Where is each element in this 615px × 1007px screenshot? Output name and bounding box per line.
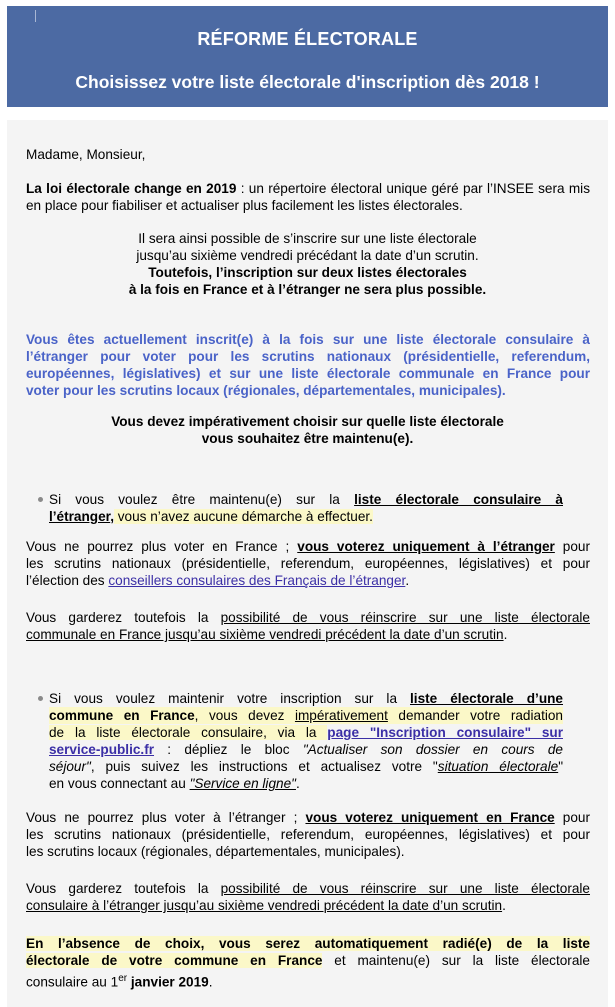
communale-vote-line-2: les scrutins nationaux (présidentielle, referendum, européennes, législatives) et pour — [26, 827, 590, 842]
bloc-name-italic: "Actualiser son dossier en cours de — [302, 742, 563, 757]
vote-text: Vous ne pourrez plus voter à l’étranger ; — [26, 810, 306, 825]
liste-communale-bold: liste électorale d’une — [410, 691, 563, 706]
blue-notice-line-4: voter pour les scrutins locaux (régionales, départementales, municipales). — [26, 383, 506, 398]
communale-bullet-line-6 — [49, 775, 563, 792]
communale-vote-line-1 — [26, 809, 590, 826]
final-text-1: En l’absence de choix, vous serez automatiquement radié(e) de la liste — [26, 936, 590, 951]
period: . — [405, 573, 410, 588]
vote-text-3: l’élection des — [26, 573, 109, 588]
consulaire-vote-line-1 — [26, 538, 590, 555]
consulaire-vote-line-2: les scrutins nationaux (présidentielle, referendum, européennes, législatives) et pour — [26, 556, 590, 571]
consulaire-keep-line-1 — [26, 609, 590, 626]
blue-notice-line-2: l’étranger pour voter pour les scrutins nationaux (présidentielle, referendum, — [26, 349, 590, 364]
intro-bold: La loi électorale change en 2019 — [26, 181, 237, 196]
centered-line-4: à la fois en France et à l’étranger ne sera plus possible. — [128, 282, 487, 297]
communale-keep-line-1 — [26, 880, 590, 897]
choose-line-1: Vous devez impérativement choisir sur quelle liste électorale — [111, 414, 504, 429]
period: . — [208, 974, 213, 990]
liste-consulaire-link-cont[interactable]: l’étranger — [49, 509, 111, 524]
intro-paragraph — [26, 180, 590, 214]
vote-abroad-bold: vous voterez uniquement à l’étranger — [297, 539, 555, 554]
final-text-2: et maintenu(e) sur la liste électorale — [322, 953, 590, 968]
ordinal-suffix: er — [118, 973, 128, 984]
vote-text: Vous ne pourrez plus voter en France ; — [26, 539, 298, 554]
conseillers-consulaires-link[interactable]: conseillers consulaires des Français de l’étranger — [108, 573, 406, 588]
page-subtitle: Choisissez votre liste électorale d'inscription dès 2018 ! — [75, 72, 540, 92]
no-action-text: vous n’avez aucune démarche à effectuer. — [113, 509, 373, 524]
vote-france-bold: vous voterez uniquement en France — [305, 810, 555, 825]
communale-text-5: : dépliez le bloc — [154, 742, 303, 757]
period: . — [502, 898, 506, 913]
consulaire-keep-line-2 — [26, 626, 590, 643]
service-en-ligne-italic: "Service en ligne" — [189, 776, 296, 791]
content-panel — [7, 120, 608, 1007]
communale-text-4: de la liste électorale consulaire, via la — [49, 725, 328, 740]
final-line-3 — [26, 970, 590, 991]
vote-text-post: pour — [554, 539, 590, 554]
communale-vote-line-3: les scrutins locaux (régionales, départementales, municipales). — [26, 844, 405, 859]
final-bold-2: électorale de votre commune en France — [26, 953, 323, 968]
period: . — [295, 776, 300, 791]
keep-text: Vous garderez toutefois la — [26, 881, 221, 896]
quote: " — [558, 759, 564, 774]
salutation: Madame, Monsieur, — [26, 147, 146, 162]
header-mark — [35, 10, 36, 22]
choose-line-2: vous souhaitez être maintenu(e). — [201, 431, 414, 446]
liste-consulaire-link[interactable]: liste électorale consulaire à — [354, 492, 563, 507]
keep-underlined-2: consulaire à l’étranger jusqu’au sixième vendredi précédent la date d’un scrutin — [26, 898, 503, 913]
centered-line-2: jusqu’au sixième vendredi précédant la date d’un scrutin. — [136, 248, 479, 263]
consulaire-bullet-line-2 — [49, 508, 563, 525]
final-date-bold: janvier 2019 — [127, 974, 209, 990]
blue-notice-line-1: Vous êtes actuellement inscrit(e) à la fois sur une liste électorale consulaire à — [26, 332, 590, 347]
communale-text-2: , vous devez — [194, 708, 295, 723]
communale-text: Si vous voulez maintenir votre inscription sur la — [49, 691, 411, 706]
intro-text: : un répertoire électoral unique géré par l’INSEE sera mis en place pour fiabiliser et actualiser plus facilement les listes électorales. — [26, 181, 590, 213]
vote-text-post: pour — [554, 810, 591, 825]
comma: , — [110, 509, 114, 524]
final-text-3: consulaire au 1 — [26, 974, 119, 990]
consulaire-bullet-text: Si vous voulez être maintenu(e) sur la — [49, 492, 355, 507]
keep-text: Vous garderez toutefois la — [26, 610, 221, 625]
communale-text-3: demander votre radiation — [387, 708, 563, 723]
inscription-consulaire-link[interactable]: page "Inscription consulaire" sur — [327, 725, 563, 740]
communale-bullet-line-5 — [49, 758, 563, 775]
consulaire-vote-line-3 — [26, 572, 590, 589]
imperativement-underlined: impérativement — [294, 708, 388, 723]
centered-line-1: Il sera ainsi possible de s’inscrire sur une liste électorale — [138, 231, 477, 246]
communale-bullet-line-1 — [49, 690, 563, 707]
bloc-name-italic-2: séjour" — [49, 759, 91, 774]
communale-bullet-line-4 — [49, 741, 563, 758]
commune-bold: commune en France — [49, 708, 195, 723]
blue-notice-line-3: européennes, législatives) et sur une liste électorale communale en France pour — [26, 366, 590, 381]
bullet-dot — [38, 497, 43, 502]
situation-electorale-italic: situation électorale — [437, 759, 559, 774]
keep-underlined: possibilité de vous réinscrire sur une liste électorale — [220, 881, 590, 896]
communale-text-7: en vous connectant au — [49, 776, 190, 791]
header-banner — [7, 6, 608, 107]
consulaire-bullet-line-1 — [49, 491, 563, 508]
service-public-link[interactable]: service-public.fr — [49, 742, 155, 757]
period: . — [503, 627, 508, 642]
bullet-dot — [38, 696, 43, 701]
page-title: RÉFORME ÉLECTORALE — [197, 29, 418, 49]
centered-line-3: Toutefois, l’inscription sur deux listes électorales — [148, 265, 467, 280]
keep-underlined-2: communale en France jusqu’au sixième vendredi précédent la date d’un scrutin — [26, 627, 504, 642]
communale-bullet-line-3 — [49, 724, 563, 741]
final-line-2 — [26, 952, 590, 969]
communale-keep-line-2 — [26, 897, 590, 914]
communale-text-6: , puis suivez les instructions et actualisez votre " — [90, 759, 438, 774]
keep-underlined: possibilité de vous réinscrire sur une liste électorale — [220, 610, 590, 625]
final-line-1 — [26, 935, 590, 952]
communale-bullet-line-2 — [49, 707, 563, 724]
